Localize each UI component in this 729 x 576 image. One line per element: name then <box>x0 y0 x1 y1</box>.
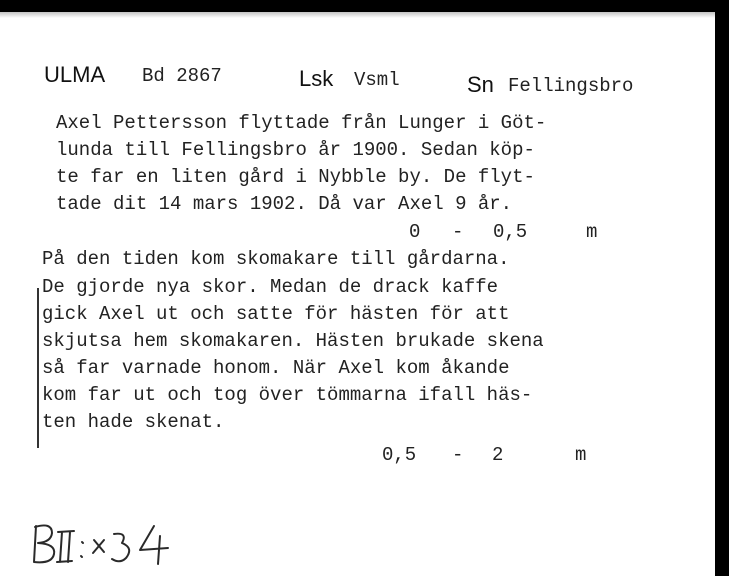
text-line: På den tiden kom skomakare till gårdarna. <box>42 248 510 270</box>
range2-end: 2 <box>492 444 504 466</box>
card-header <box>0 62 715 102</box>
handwritten-signature <box>30 518 200 568</box>
text-line: lunda till Fellingsbro år 1900. Sedan köp- <box>56 139 535 161</box>
lsk-value: Vsml <box>354 69 400 91</box>
range2-dash: - <box>452 444 464 466</box>
range2-unit: m <box>575 444 587 466</box>
range1-dash: - <box>452 221 464 243</box>
text-line: Axel Pettersson flyttade från Lunger i Göt- <box>56 112 547 134</box>
text-line: kom far ut och tog över tömmarna ifall häs- <box>42 384 533 406</box>
ulma-value: Bd 2867 <box>142 65 222 87</box>
range1-end: 0,5 <box>493 221 528 243</box>
text-line: så far varnade honom. När Axel kom åkande <box>42 357 510 379</box>
margin-mark <box>37 288 39 448</box>
scan-border-right <box>715 0 729 576</box>
text-line: tade dit 14 mars 1902. Då var Axel 9 år. <box>56 193 513 215</box>
sn-value: Fellingsbro <box>508 75 634 97</box>
text-line: te far en liten gård i Nybble by. De flyt- <box>56 166 535 188</box>
ulma-label: ULMA <box>44 62 106 87</box>
text-line: ten hade skenat. <box>42 411 225 433</box>
range2-start: 0,5 <box>382 444 417 466</box>
range1-start: 0 <box>409 221 421 243</box>
range1-unit: m <box>586 221 598 243</box>
text-line: gick Axel ut och satte för hästen för att <box>42 303 510 325</box>
text-line: skjutsa hem skomakaren. Hästen brukade skena <box>42 330 544 352</box>
text-line: De gjorde nya skor. Medan de drack kaffe <box>42 276 499 298</box>
lsk-label: Lsk <box>299 66 334 91</box>
sn-label: Sn <box>467 72 494 97</box>
